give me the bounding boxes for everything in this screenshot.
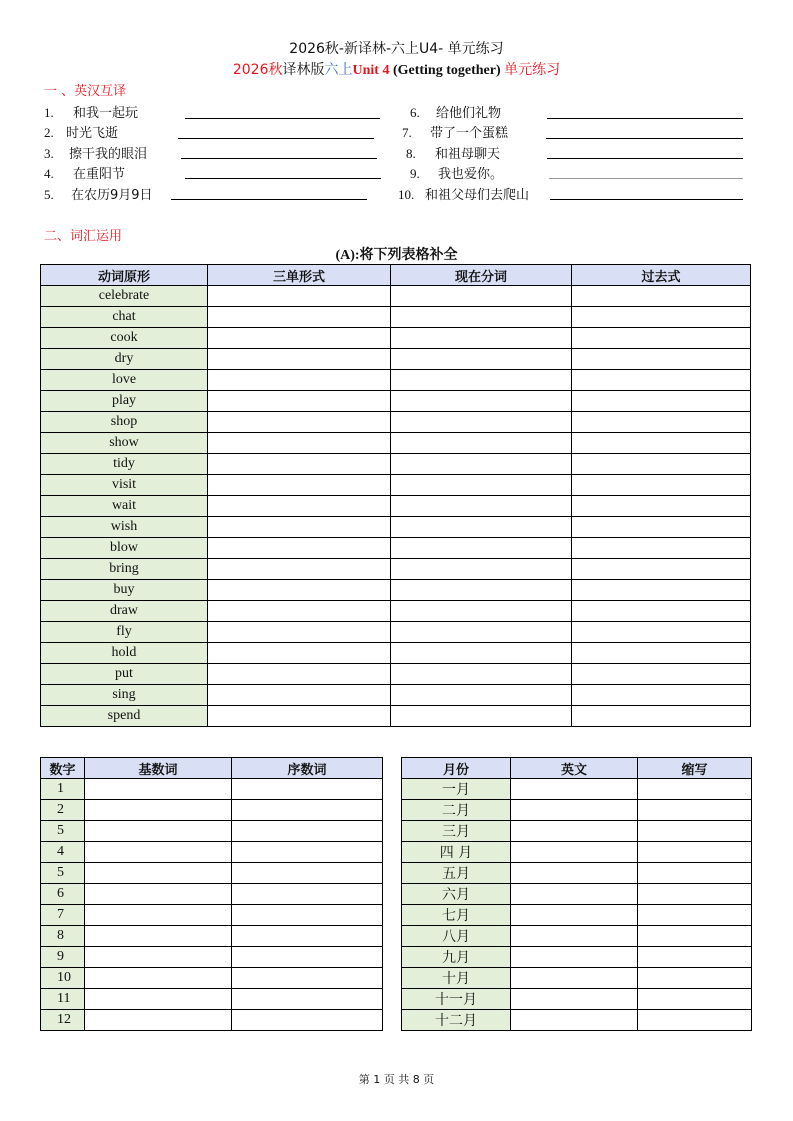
number-row [41, 821, 383, 842]
answer-cell[interactable] [208, 370, 391, 391]
answer-cell[interactable] [232, 1010, 383, 1031]
answer-cell[interactable] [208, 559, 391, 580]
answer-cell[interactable] [638, 779, 752, 800]
answer-cell[interactable] [511, 905, 638, 926]
answer-line-1[interactable] [185, 118, 380, 119]
answer-cell[interactable] [638, 1010, 752, 1031]
month-row-label: 十一月 [402, 989, 511, 1010]
answer-cell[interactable] [208, 538, 391, 559]
verb-row [41, 433, 751, 454]
answer-cell[interactable] [232, 821, 383, 842]
answer-cell[interactable] [232, 863, 383, 884]
answer-cell[interactable] [638, 821, 752, 842]
answer-cell[interactable] [638, 863, 752, 884]
month-row [402, 821, 752, 842]
answer-cell[interactable] [85, 989, 232, 1010]
answer-cell[interactable] [572, 580, 751, 601]
answer-cell[interactable] [391, 286, 572, 307]
verb-row-label: hold [41, 643, 208, 664]
answer-cell[interactable] [572, 643, 751, 664]
month-row-label: 三月 [402, 821, 511, 842]
translate-item-1: 1. 和我一起玩 [44, 105, 139, 121]
month-row-label: 四 月 [402, 842, 511, 863]
answer-cell[interactable] [232, 884, 383, 905]
verb-row [41, 370, 751, 391]
verb-row [41, 559, 751, 580]
answer-cell[interactable] [208, 496, 391, 517]
answer-cell[interactable] [572, 496, 751, 517]
answer-cell[interactable] [85, 800, 232, 821]
month-row-label: 六月 [402, 884, 511, 905]
number-row-label: 6 [41, 884, 85, 905]
number-row [41, 926, 383, 947]
verb-row [41, 538, 751, 559]
answer-line-2[interactable] [178, 138, 374, 139]
verb-row-label: love [41, 370, 208, 391]
number-row [41, 842, 383, 863]
translate-item-8: 8. 和祖母聊天 [406, 146, 501, 162]
answer-cell[interactable] [572, 601, 751, 622]
header-english: 英文 [511, 758, 638, 779]
page-footer: 第 1 页 共 8 页 [358, 1073, 435, 1086]
verb-row [41, 517, 751, 538]
answer-cell[interactable] [511, 842, 638, 863]
answer-line-5[interactable] [171, 199, 367, 200]
verb-row [41, 328, 751, 349]
answer-cell[interactable] [511, 1010, 638, 1031]
verb-row-label: draw [41, 601, 208, 622]
month-row-label: 八月 [402, 926, 511, 947]
answer-cell[interactable] [572, 454, 751, 475]
answer-cell[interactable] [391, 433, 572, 454]
number-row [41, 1010, 383, 1031]
month-row-label: 十月 [402, 968, 511, 989]
answer-cell[interactable] [208, 412, 391, 433]
answer-cell[interactable] [391, 454, 572, 475]
verb-row-label: wish [41, 517, 208, 538]
answer-line-3[interactable] [181, 158, 377, 159]
answer-line-8[interactable] [547, 158, 743, 159]
month-row [402, 947, 752, 968]
verb-row-label: shop [41, 412, 208, 433]
month-row [402, 884, 752, 905]
answer-line-6[interactable] [547, 118, 743, 119]
answer-cell[interactable] [391, 517, 572, 538]
month-row-label: 一月 [402, 779, 511, 800]
answer-cell[interactable] [391, 706, 572, 727]
number-row [41, 884, 383, 905]
answer-cell[interactable] [232, 926, 383, 947]
verb-row [41, 601, 751, 622]
answer-line-9[interactable] [549, 178, 743, 179]
verb-row-label: bring [41, 559, 208, 580]
number-row-label: 2 [41, 800, 85, 821]
answer-cell[interactable] [208, 391, 391, 412]
translate-item-2: 2. 时光飞逝 [44, 125, 119, 141]
answer-cell[interactable] [572, 559, 751, 580]
answer-cell[interactable] [391, 349, 572, 370]
translate-item-6: 6. 给他们礼物 [410, 105, 502, 121]
answer-cell[interactable] [85, 884, 232, 905]
number-row-label: 8 [41, 926, 85, 947]
verb-row-label: blow [41, 538, 208, 559]
month-row [402, 968, 752, 989]
number-row-label: 7 [41, 905, 85, 926]
header-ordinal: 序数词 [232, 758, 383, 779]
verb-row [41, 706, 751, 727]
header-cardinal: 基数词 [85, 758, 232, 779]
answer-cell[interactable] [638, 800, 752, 821]
answer-cell[interactable] [572, 538, 751, 559]
answer-cell[interactable] [85, 926, 232, 947]
verb-row-label: show [41, 433, 208, 454]
verb-row-label: celebrate [41, 286, 208, 307]
answer-cell[interactable] [391, 685, 572, 706]
months-table [401, 757, 752, 1031]
answer-cell[interactable] [572, 328, 751, 349]
month-row [402, 905, 752, 926]
verb-row-label: sing [41, 685, 208, 706]
number-row-label: 4 [41, 842, 85, 863]
answer-cell[interactable] [208, 517, 391, 538]
answer-cell[interactable] [511, 989, 638, 1010]
answer-cell[interactable] [638, 989, 752, 1010]
month-row [402, 1010, 752, 1031]
verb-forms-table [40, 264, 751, 727]
answer-cell[interactable] [391, 559, 572, 580]
answer-cell[interactable] [232, 968, 383, 989]
answer-cell[interactable] [638, 968, 752, 989]
verb-row-label: play [41, 391, 208, 412]
answer-cell[interactable] [391, 475, 572, 496]
answer-cell[interactable] [511, 779, 638, 800]
verb-row-label: visit [41, 475, 208, 496]
answer-cell[interactable] [232, 800, 383, 821]
month-row [402, 800, 752, 821]
answer-cell[interactable] [391, 307, 572, 328]
month-row [402, 926, 752, 947]
answer-cell[interactable] [638, 926, 752, 947]
month-row-label: 十二月 [402, 1010, 511, 1031]
answer-cell[interactable] [391, 601, 572, 622]
verb-row [41, 664, 751, 685]
answer-cell[interactable] [208, 580, 391, 601]
answer-cell[interactable] [391, 328, 572, 349]
number-row [41, 905, 383, 926]
answer-cell[interactable] [208, 307, 391, 328]
verb-row [41, 496, 751, 517]
verb-row [41, 286, 751, 307]
verb-row [41, 349, 751, 370]
verb-row [41, 580, 751, 601]
number-row [41, 968, 383, 989]
answer-cell[interactable] [572, 391, 751, 412]
answer-cell[interactable] [511, 863, 638, 884]
answer-cell[interactable] [572, 622, 751, 643]
answer-cell[interactable] [391, 391, 572, 412]
answer-cell[interactable] [391, 538, 572, 559]
verb-row-label: cook [41, 328, 208, 349]
month-row-label: 七月 [402, 905, 511, 926]
number-row [41, 800, 383, 821]
answer-cell[interactable] [511, 926, 638, 947]
translate-item-4: 4. 在重阳节 [44, 166, 126, 182]
number-row-label: 9 [41, 947, 85, 968]
header-past-tense: 过去式 [572, 265, 751, 286]
answer-cell[interactable] [85, 842, 232, 863]
answer-cell[interactable] [85, 968, 232, 989]
verb-row-label: fly [41, 622, 208, 643]
answer-cell[interactable] [572, 412, 751, 433]
table-a-title: (A):将下列表格补全 [335, 247, 458, 263]
month-row [402, 779, 752, 800]
translate-item-7: 7. 带了一个蛋糕 [402, 125, 509, 141]
number-row [41, 989, 383, 1010]
answer-cell[interactable] [511, 884, 638, 905]
header-present-participle: 现在分词 [391, 265, 572, 286]
answer-cell[interactable] [572, 664, 751, 685]
verb-row-label: buy [41, 580, 208, 601]
answer-cell[interactable] [511, 821, 638, 842]
answer-cell[interactable] [572, 370, 751, 391]
section-1-title: 一 、英汉互译 [44, 84, 127, 99]
answer-cell[interactable] [572, 433, 751, 454]
month-row-label: 二月 [402, 800, 511, 821]
verb-row [41, 622, 751, 643]
translate-item-3: 3. 擦干我的眼泪 [44, 146, 148, 162]
header-third-person: 三单形式 [208, 265, 391, 286]
answer-cell[interactable] [208, 349, 391, 370]
answer-cell[interactable] [85, 821, 232, 842]
answer-cell[interactable] [638, 947, 752, 968]
number-row-label: 1 [41, 779, 85, 800]
numbers-table [40, 757, 383, 1031]
answer-line-4[interactable] [185, 178, 381, 179]
month-row-label: 九月 [402, 947, 511, 968]
answer-cell[interactable] [572, 517, 751, 538]
answer-cell[interactable] [208, 664, 391, 685]
answer-cell[interactable] [232, 947, 383, 968]
answer-cell[interactable] [85, 947, 232, 968]
answer-cell[interactable] [391, 664, 572, 685]
month-row [402, 989, 752, 1010]
number-row [41, 779, 383, 800]
worksheet-title: 2026秋-新译林-六上U4- 单元练习 [289, 41, 504, 57]
answer-cell[interactable] [208, 286, 391, 307]
answer-cell[interactable] [85, 1010, 232, 1031]
verb-row-label: chat [41, 307, 208, 328]
answer-cell[interactable] [391, 496, 572, 517]
answer-cell[interactable] [85, 905, 232, 926]
translate-item-5: 5. 在农历9月9日 [44, 187, 153, 203]
answer-cell[interactable] [208, 433, 391, 454]
verb-row-label: tidy [41, 454, 208, 475]
month-row [402, 842, 752, 863]
answer-cell[interactable] [208, 622, 391, 643]
answer-cell[interactable] [208, 685, 391, 706]
verb-row [41, 454, 751, 475]
answer-cell[interactable] [208, 601, 391, 622]
answer-cell[interactable] [391, 622, 572, 643]
answer-cell[interactable] [572, 349, 751, 370]
number-row-label: 10 [41, 968, 85, 989]
answer-cell[interactable] [572, 475, 751, 496]
answer-cell[interactable] [391, 580, 572, 601]
translate-item-9: 9. 我也爱你。 [410, 166, 504, 182]
header-month: 月份 [402, 758, 511, 779]
verb-row-label: dry [41, 349, 208, 370]
answer-cell[interactable] [85, 779, 232, 800]
verb-row [41, 643, 751, 664]
verb-row [41, 685, 751, 706]
verb-row [41, 391, 751, 412]
answer-cell[interactable] [208, 454, 391, 475]
verb-row [41, 412, 751, 433]
worksheet-subtitle: 2026秋译林版六上Unit 4 (Getting together) 单元练习 [232, 62, 561, 78]
answer-line-7[interactable] [546, 138, 743, 139]
number-row-label: 5 [41, 821, 85, 842]
verb-row-label: wait [41, 496, 208, 517]
number-row-label: 5 [41, 863, 85, 884]
header-digit: 数字 [41, 758, 85, 779]
number-row-label: 12 [41, 1010, 85, 1031]
answer-cell[interactable] [572, 286, 751, 307]
answer-cell[interactable] [638, 905, 752, 926]
answer-cell[interactable] [391, 412, 572, 433]
answer-cell[interactable] [208, 643, 391, 664]
month-row-label: 五月 [402, 863, 511, 884]
verb-row [41, 475, 751, 496]
verb-row-label: spend [41, 706, 208, 727]
answer-cell[interactable] [638, 842, 752, 863]
answer-cell[interactable] [232, 905, 383, 926]
translate-item-10: 10. 和祖父母们去爬山 [398, 187, 530, 203]
answer-cell[interactable] [208, 475, 391, 496]
answer-cell[interactable] [391, 643, 572, 664]
number-row-label: 11 [41, 989, 85, 1010]
answer-cell[interactable] [572, 685, 751, 706]
answer-line-10[interactable] [550, 199, 743, 200]
number-row [41, 947, 383, 968]
answer-cell[interactable] [511, 968, 638, 989]
verb-row-label: put [41, 664, 208, 685]
section-2-title: 二、词汇运用 [44, 229, 123, 244]
answer-cell[interactable] [232, 779, 383, 800]
answer-cell[interactable] [391, 370, 572, 391]
month-row [402, 863, 752, 884]
answer-cell[interactable] [208, 328, 391, 349]
number-row [41, 863, 383, 884]
answer-cell[interactable] [572, 706, 751, 727]
header-abbreviation: 缩写 [638, 758, 752, 779]
answer-cell[interactable] [85, 863, 232, 884]
answer-cell[interactable] [638, 884, 752, 905]
answer-cell[interactable] [208, 706, 391, 727]
answer-cell[interactable] [572, 307, 751, 328]
header-base-form: 动词原形 [41, 265, 208, 286]
answer-cell[interactable] [232, 989, 383, 1010]
verb-row [41, 307, 751, 328]
answer-cell[interactable] [511, 947, 638, 968]
answer-cell[interactable] [511, 800, 638, 821]
answer-cell[interactable] [232, 842, 383, 863]
